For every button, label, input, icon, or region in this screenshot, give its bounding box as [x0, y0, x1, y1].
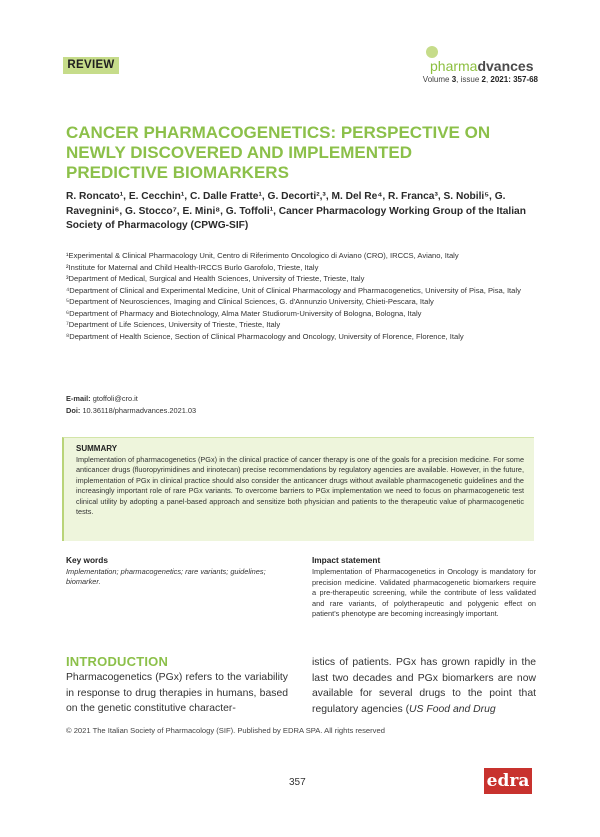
introduction-col1: Pharmacogenetics (PGx) refers to the variability in response to drug therapies in humans, based on the genetic constitutive character-: [66, 672, 288, 715]
affiliation: ¹Experimental & Clinical Pharmacology Unit, Centro di Riferimento Oncologico di Aviano (CRO), IRCCS, Aviano, Italy: [66, 251, 459, 260]
impact-section: [312, 555, 536, 620]
page-number: 357: [289, 777, 306, 788]
journal-logo: [430, 42, 570, 72]
affiliation: ⁸Department of Health Science, Section of Clinical Pharmacology and Oncology, University of Florence, Florence, Italy: [66, 331, 464, 341]
impact-heading: Impact statement: [312, 555, 381, 565]
introduction-col2: istics of patients. PGx has grown rapidly in the last two decades and PGx biomarkers are now available for several drugs to the point that regulatory agencies (US Food and Drug: [312, 657, 536, 715]
copyright: © 2021 The Italian Society of Pharmacology (SIF). Published by EDRA SPA. All rights reserved: [66, 726, 385, 735]
keywords-text: Implementation; pharmacogenetics; rare variants; guidelines; biomarker.: [66, 567, 266, 586]
summary-heading: SUMMARY: [76, 444, 118, 453]
article-title: CANCER PHARMACOGENETICS: PERSPECTIVE ON NEWLY DISCOVERED AND IMPLEMENTED PREDICTIVE BIOMARKERS: [66, 123, 491, 182]
doi: Doi: 10.36118/pharmadvances.2021.03: [66, 406, 197, 415]
volume-info: Volume 3, issue 2, 2021: 357-68: [422, 75, 538, 84]
summary-box: [62, 437, 534, 541]
affiliation: ⁴Department of Clinical and Experimental Medicine, Unit of Clinical Pharmacology and Pharmacogenetics, University of Pisa, Pisa, Italy: [66, 285, 521, 295]
affiliations: [66, 250, 541, 342]
affiliation: ⁵Department of Neurosciences, Imaging and Clinical Sciences, G. d'Annunzio University, Chieti-Pescara, Italy: [66, 297, 434, 306]
introduction-heading: INTRODUCTION: [66, 654, 169, 669]
affiliation: ²Institute for Maternal and Child Health-IRCCS Burlo Garofolo, Trieste, Italy: [66, 262, 319, 272]
section-tag: REVIEW: [63, 57, 119, 74]
logo-prefix: pharma: [430, 58, 478, 74]
keywords-section: [66, 555, 266, 587]
email-link[interactable]: gtoffoli@cro.it: [92, 394, 138, 403]
doi-link[interactable]: 10.36118/pharmadvances.2021.03: [82, 406, 197, 415]
author-list: R. Roncato¹, E. Cecchin¹, C. Dalle Fratte¹, G. Decorti²,³, M. Del Re⁴, R. Franca³, S. Nobili⁵, G. Ravegnini⁶, G. Stocco⁷, E. Mini⁸, G. Toffoli¹, Cancer Pharmacology Working Group of the Italian Society of Pharmacology (CPWG-SIF): [66, 191, 526, 231]
keywords-heading: Key words: [66, 555, 108, 565]
affiliation: ³Department of Medical, Surgical and Health Sciences, University of Trieste, Trieste, Italy: [66, 274, 365, 283]
logo-dot-icon: [426, 46, 438, 58]
logo-suffix: dvances: [477, 58, 534, 74]
affiliation: ⁶Department of Pharmacy and Biotechnology, Alma Mater Studiorum-University of Bologna, Bologna, Italy: [66, 308, 422, 318]
summary-text: Implementation of pharmacogenetics (PGx) in the clinical practice of cancer therapy is one of the goals for a precision medicine. For some anticancer drugs (fluoropyrimidines and irinotecan) precise recommendations by regulatory agencies are available. However, in the future, implementation of PGx in clinical practice should also consider the anticancer drugs without available pharmacogenetic guidelines and the increasingly important role of rare PGx variants. To overcome barriers to PGx implementation we need to focus on pharmacogenetic test clinical utility by adopting a panel-based approach and sensitize both physician and patients to the therapeutic value of pharmacogenetic tests.: [76, 455, 524, 517]
impact-text: Implementation of Pharmacogenetics in Oncology is mandatory for precision medicine. Validated pharmacogenetic biomarkers require a pre-therapeutic screening, while the contribute of less validated and rare variants, of polytherapeutic and polygenic effect on patient's phenotype are becoming increasingly important.: [312, 567, 536, 618]
contact-email: E-mail: gtoffoli@cro.it: [66, 394, 138, 403]
affiliation: ⁷Department of Life Sciences, University of Trieste, Trieste, Italy: [66, 320, 281, 329]
publisher-logo: edra: [484, 768, 532, 794]
